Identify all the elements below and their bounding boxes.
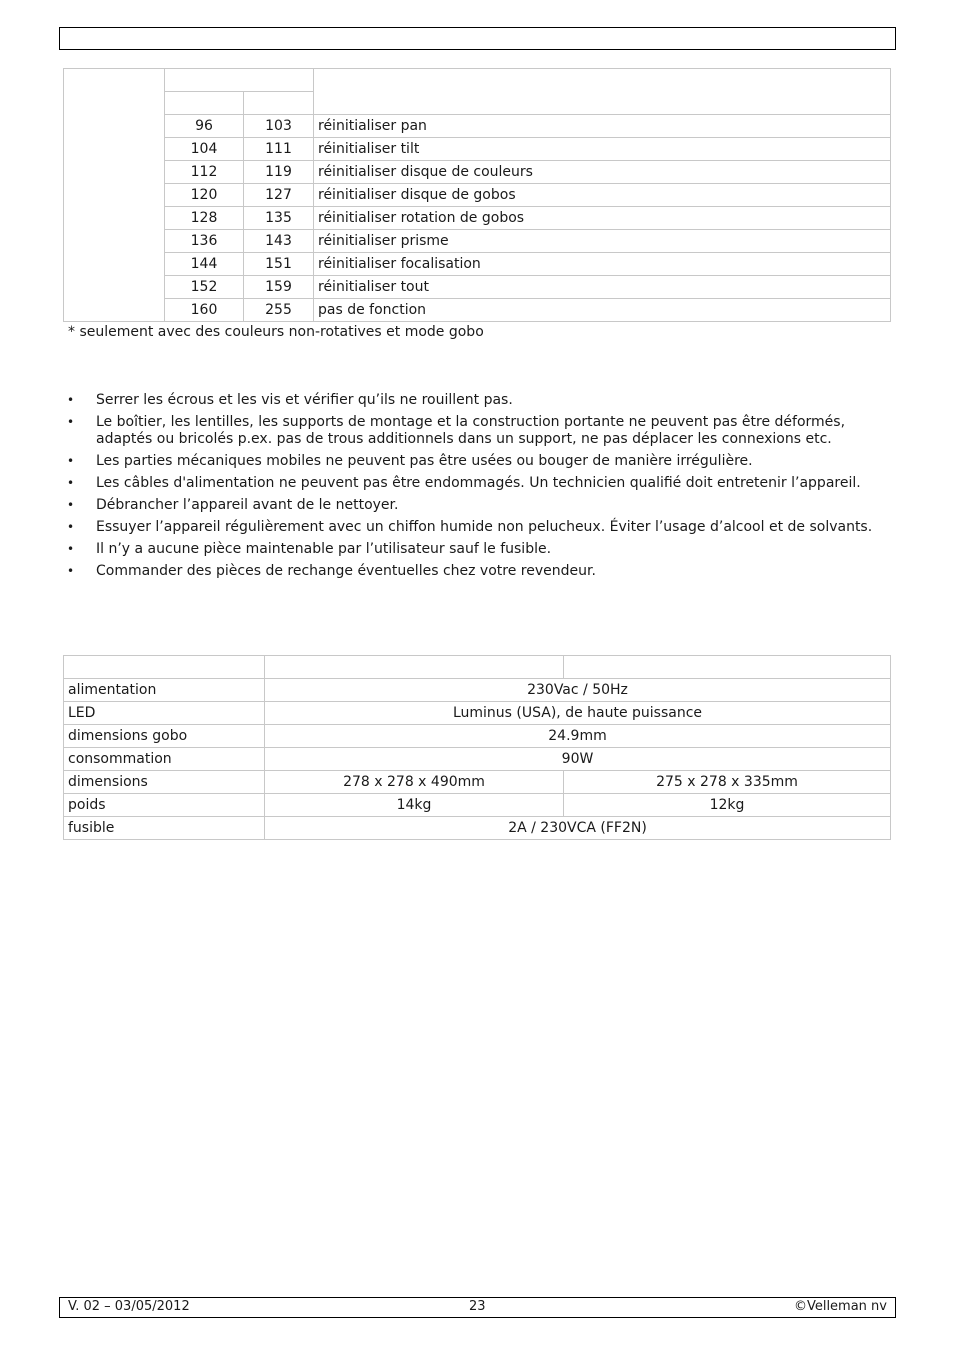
dmx-function-cell: réinitialiser tout — [314, 276, 891, 299]
table-row — [64, 771, 891, 794]
bullet-icon: • — [67, 564, 75, 578]
list-item — [63, 541, 893, 558]
dmx-function-cell: réinitialiser disque de gobos — [314, 184, 891, 207]
bullet-icon: • — [67, 542, 75, 556]
list-item-text: Les câbles d'alimentation ne peuvent pas être endommagés. Un technicien qualifié doit entretenir l’appareil. — [96, 475, 861, 491]
bullet-icon: • — [67, 520, 75, 534]
dmx-function-cell: réinitialiser rotation de gobos — [314, 207, 891, 230]
table-row — [64, 184, 891, 207]
table-row — [64, 702, 891, 725]
footer-copyright: ©Velleman nv — [793, 1299, 887, 1314]
table-row — [64, 679, 891, 702]
spec-label: fusible — [64, 817, 265, 840]
dmx-to-cell: 111 — [244, 138, 314, 161]
table-row — [64, 115, 891, 138]
dmx-function-cell: réinitialiser disque de couleurs — [314, 161, 891, 184]
footer-version: V. 02 – 03/05/2012 — [68, 1299, 190, 1314]
list-item — [63, 563, 893, 580]
specs-header-model-a — [265, 656, 564, 679]
footer-page-number: 23 — [469, 1299, 486, 1314]
dmx-from-cell: 96 — [165, 115, 244, 138]
bullet-icon: • — [67, 476, 75, 490]
spec-value-b: 12kg — [564, 794, 891, 817]
list-item-text: Essuyer l’appareil régulièrement avec un chiffon humide non pelucheux. Éviter l’usage d’alcool et de solvants. — [96, 519, 873, 535]
dmx-function-cell: réinitialiser prisme — [314, 230, 891, 253]
spec-value: 2A / 230VCA (FF2N) — [265, 817, 891, 840]
list-item-text: Il n’y a aucune pièce maintenable par l’utilisateur sauf le fusible. — [96, 541, 552, 557]
spec-value-a: 14kg — [265, 794, 564, 817]
spec-label: alimentation — [64, 679, 265, 702]
spec-value: 24.9mm — [265, 725, 891, 748]
list-item — [63, 414, 893, 448]
list-item-text: Débrancher l’appareil avant de le nettoyer. — [96, 497, 399, 513]
list-item — [63, 475, 893, 492]
dmx-from-cell: 152 — [165, 276, 244, 299]
list-item-text: Le boîtier, les lentilles, les supports de montage et la construction portante ne peuvent pas être déformés, adaptés ou bricolés p.ex. pas de trous additionnels dans un support, ne pas déplacer les connexions etc. — [96, 414, 846, 447]
dmx-to-cell: 159 — [244, 276, 314, 299]
table-row — [64, 725, 891, 748]
dmx-footnote: * seulement avec des couleurs non-rotatives et mode gobo — [68, 324, 484, 340]
dmx-to-cell: 103 — [244, 115, 314, 138]
table-row — [64, 207, 891, 230]
table-row — [64, 253, 891, 276]
dmx-side-cell — [64, 69, 165, 322]
dmx-to-cell: 127 — [244, 184, 314, 207]
list-item — [63, 497, 893, 514]
dmx-to-cell: 151 — [244, 253, 314, 276]
spec-label: dimensions — [64, 771, 265, 794]
table-row — [64, 138, 891, 161]
spec-label: consommation — [64, 748, 265, 771]
dmx-to-cell: 119 — [244, 161, 314, 184]
table-row — [64, 276, 891, 299]
table-row — [64, 230, 891, 253]
specs-header-row — [64, 656, 891, 679]
dmx-to-header — [244, 92, 314, 115]
spec-label: LED — [64, 702, 265, 725]
page-footer — [59, 1297, 896, 1318]
dmx-function-cell: réinitialiser focalisation — [314, 253, 891, 276]
table-row — [64, 794, 891, 817]
dmx-from-cell: 144 — [165, 253, 244, 276]
dmx-channel-table — [63, 68, 891, 322]
specs-header-label — [64, 656, 265, 679]
table-row — [64, 817, 891, 840]
bullet-icon: • — [67, 393, 75, 407]
list-item — [63, 392, 893, 409]
list-item — [63, 519, 893, 536]
dmx-to-cell: 255 — [244, 299, 314, 322]
dmx-from-cell: 128 — [165, 207, 244, 230]
dmx-from-cell: 160 — [165, 299, 244, 322]
spec-value: 230Vac / 50Hz — [265, 679, 891, 702]
bullet-icon: • — [67, 498, 75, 512]
spec-value-b: 275 x 278 x 335mm — [564, 771, 891, 794]
dmx-to-cell: 135 — [244, 207, 314, 230]
table-row — [64, 161, 891, 184]
bullet-icon: • — [67, 415, 75, 429]
spec-label: poids — [64, 794, 265, 817]
spec-value: 90W — [265, 748, 891, 771]
specs-table — [63, 655, 891, 840]
dmx-to-cell: 143 — [244, 230, 314, 253]
dmx-function-cell: pas de fonction — [314, 299, 891, 322]
table-row — [64, 299, 891, 322]
list-item-text: Serrer les écrous et les vis et vérifier qu’ils ne rouillent pas. — [96, 392, 513, 408]
dmx-function-cell: réinitialiser tilt — [314, 138, 891, 161]
dmx-from-cell: 120 — [165, 184, 244, 207]
table-row — [64, 748, 891, 771]
dmx-from-cell: 136 — [165, 230, 244, 253]
page-header-box — [59, 27, 896, 50]
dmx-from-header — [165, 92, 244, 115]
list-item — [63, 453, 893, 470]
dmx-value-header — [165, 69, 314, 92]
bullet-icon: • — [67, 454, 75, 468]
maintenance-list — [63, 392, 893, 585]
spec-label: dimensions gobo — [64, 725, 265, 748]
specs-header-model-b — [564, 656, 891, 679]
dmx-from-cell: 104 — [165, 138, 244, 161]
dmx-header-row — [64, 69, 891, 92]
spec-value-a: 278 x 278 x 490mm — [265, 771, 564, 794]
list-item-text: Les parties mécaniques mobiles ne peuvent pas être usées ou bouger de manière irrégulière. — [96, 453, 753, 469]
dmx-function-cell: réinitialiser pan — [314, 115, 891, 138]
dmx-function-header — [314, 69, 891, 115]
dmx-from-cell: 112 — [165, 161, 244, 184]
list-item-text: Commander des pièces de rechange éventuelles chez votre revendeur. — [96, 563, 596, 579]
spec-value: Luminus (USA), de haute puissance — [265, 702, 891, 725]
